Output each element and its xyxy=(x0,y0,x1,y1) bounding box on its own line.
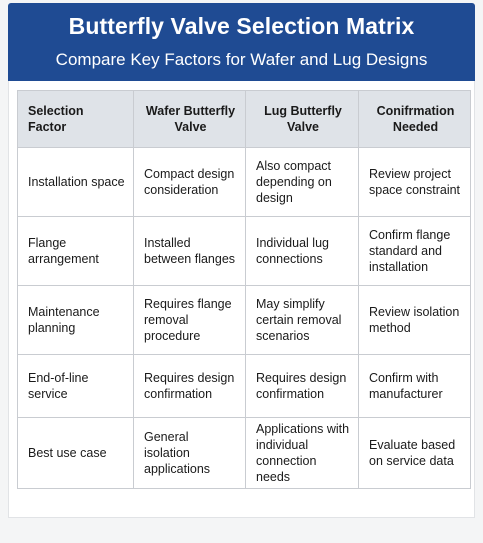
row-factor-cell: Best use case xyxy=(18,418,134,489)
table-row xyxy=(18,286,471,355)
confirmation-cell: Confirm with manufacturer xyxy=(359,355,471,418)
lug-cell: Also compact depending on design xyxy=(246,148,359,217)
row-factor-cell: Installation space xyxy=(18,148,134,217)
confirmation-cell: Review project space constraint xyxy=(359,148,471,217)
page-subtitle: Compare Key Factors for Wafer and Lug Designs xyxy=(55,50,428,69)
column-header-lug: Lug Butterfly Valve xyxy=(246,91,359,148)
wafer-cell: General isolation applications xyxy=(134,418,246,489)
row-factor-cell: Maintenance planning xyxy=(18,286,134,355)
wafer-cell: Compact design consideration xyxy=(134,148,246,217)
matrix-card xyxy=(8,81,475,518)
column-header-confirmation: Conifrmation Needed xyxy=(359,91,471,148)
lug-cell: Individual lug connections xyxy=(246,217,359,286)
row-factor-cell: End-of-line service xyxy=(18,355,134,418)
row-factor-cell: Flange arrangement xyxy=(18,217,134,286)
lug-cell: Applications with individual connection needs xyxy=(246,418,359,489)
lug-cell: May simplify certain removal scenarios xyxy=(246,286,359,355)
table-header-row xyxy=(18,91,471,148)
wafer-cell: Installed between flanges xyxy=(134,217,246,286)
page-title: Butterfly Valve Selection Matrix xyxy=(68,13,415,39)
table-row xyxy=(18,148,471,217)
confirmation-cell: Confirm flange standard and installation xyxy=(359,217,471,286)
table-row xyxy=(18,217,471,286)
selection-matrix-table xyxy=(17,90,471,489)
table-row xyxy=(18,418,471,489)
lug-cell: Requires design confirmation xyxy=(246,355,359,418)
table-row xyxy=(18,355,471,418)
wafer-cell: Requires flange removal procedure xyxy=(134,286,246,355)
confirmation-cell: Evaluate based on service data xyxy=(359,418,471,489)
column-header-wafer: Wafer Butterfly Valve xyxy=(134,91,246,148)
wafer-cell: Requires design confirmation xyxy=(134,355,246,418)
confirmation-cell: Review isolation method xyxy=(359,286,471,355)
column-header-selection-factor: Selection Factor xyxy=(18,91,134,148)
header-banner xyxy=(8,3,475,81)
